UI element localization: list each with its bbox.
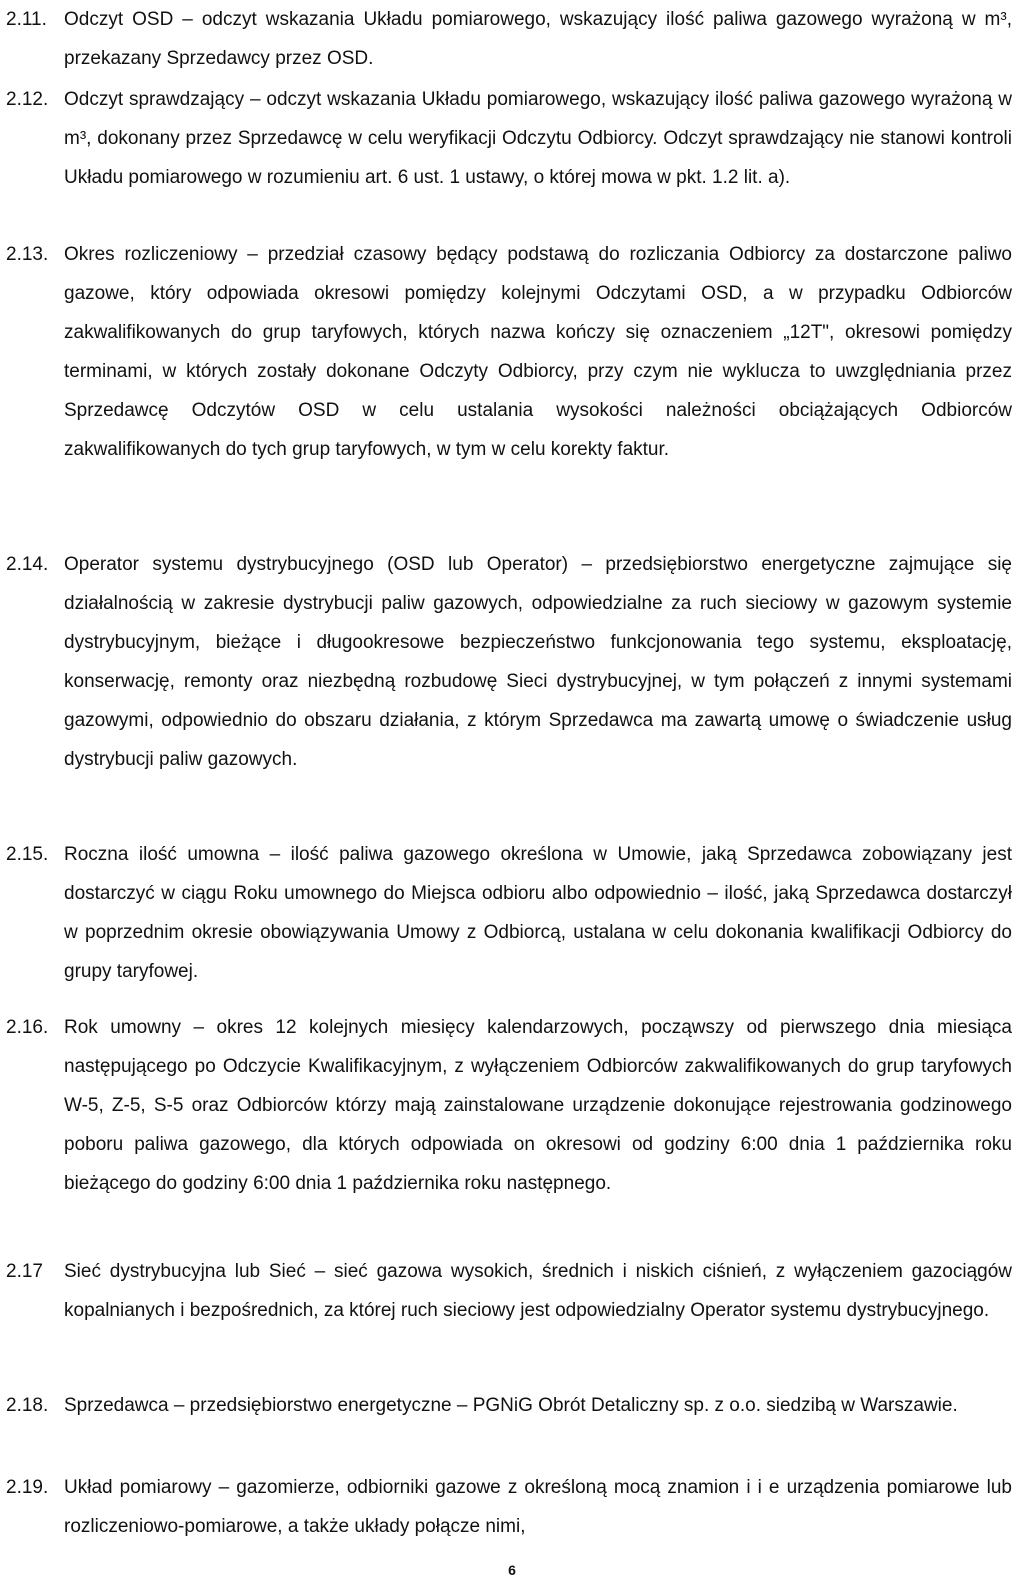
item-text: Roczna ilość umowna – ilość paliwa gazowego określona w Umowie, jaką Sprzedawca zobowiązany jest dostarczyć w ciągu Roku umownego do Miejsca odbioru albo odpowiednio – ilość, jaką Sprzedawca dostarczył w poprzednim okresie obowiązywania Umowy z Odbiorcą, ustalana w celu dokonania kwalifikacji Odbiorcy do grupy taryfowej.: [64, 844, 1012, 982]
item-number: 2.15.: [6, 844, 49, 865]
item-number: 2.13.: [6, 244, 49, 265]
item-text: Odczyt OSD – odczyt wskazania Układu pomiarowego, wskazujący ilość paliwa gazowego wyrażoną w m³, przekazany Sprzedawcy przez OSD.: [64, 9, 1012, 69]
item-number: 2.17: [6, 1261, 43, 1282]
item-number: 2.14.: [6, 554, 49, 575]
item-text: Rok umowny – okres 12 kolejnych miesięcy kalendarzowych, począwszy od pierwszego dnia miesiąca następującego po Odczycie Kwalifikacyjnym, z wyłączeniem Odbiorców zakwalifikowanych do grup taryfowych W-5, Z-5, S-5 oraz Odbiorców którzy mają zainstalowane urządzenie dokonujące rejestrowania godzinowego poboru paliwa gazowego, dla których odpowiada on okresowi od godziny 6:00 dnia 1 października roku bieżącego do godziny 6:00 dnia 1 października roku następnego.: [64, 1017, 1012, 1194]
item-number: 2.11.: [6, 9, 47, 30]
item-number: 2.19.: [6, 1477, 49, 1498]
item-text: Sprzedawca – przedsiębiorstwo energetyczne – PGNiG Obrót Detaliczny sp. z o.o. siedzibą w Warszawie.: [64, 1395, 958, 1416]
item-number: 2.18.: [6, 1395, 49, 1416]
item-number: 2.16.: [6, 1017, 49, 1038]
item-text: Operator systemu dystrybucyjnego (OSD lub Operator) – przedsiębiorstwo energetyczne zajmujące się działalnością w zakresie dystrybucji paliw gazowych, odpowiedzialne za ruch sieciowy w gazowym systemie dystrybucyjnym, bieżące i długookresowe bezpieczeństwo funkcjonowania tego systemu, eksploatację, konserwację, remonty oraz niezbędną rozbudowę Sieci dystrybucyjnej, w tym połączeń z innymi systemami gazowymi, odpowiednio do obszaru działania, z którym Sprzedawca ma zawartą umowę o świadczenie usług dystrybucji paliw gazowych.: [64, 554, 1012, 770]
item-text: Okres rozliczeniowy – przedział czasowy będący podstawą do rozliczania Odbiorcy za dostarczone paliwo gazowe, który odpowiada okresowi pomiędzy kolejnymi Odczytami OSD, a w przypadku Odbiorców zakwalifikowanych do grup taryfowych, których nazwa kończy się oznaczeniem „12T", okresowi pomiędzy terminami, w których zostały dokonane Odczyty Odbiorcy, przy czym nie wyklucza to uwzględniania przez Sprzedawcę Odczytów OSD w celu ustalania wysokości należności obciążających Odbiorców zakwalifikowanych do tych grup taryfowych, w tym w celu korekty faktur.: [64, 244, 1012, 460]
item-text: Sieć dystrybucyjna lub Sieć – sieć gazowa wysokich, średnich i niskich ciśnień, z wyłączeniem gazociągów kopalnianych i bezpośrednich, za której ruch sieciowy jest odpowiedzialny Operator systemu dystrybucyjnego.: [64, 1261, 1012, 1321]
item-text: Układ pomiarowy – gazomierze, odbiorniki gazowe z określoną mocą znamion i i e urządzenia pomiarowe lub rozliczeniowo-pomiarowe, a także układy połącze nimi,: [64, 1477, 1012, 1537]
item-number: 2.12.: [6, 89, 49, 110]
item-text: Odczyt sprawdzający – odczyt wskazania Układu pomiarowego, wskazujący ilość paliwa gazowego wyrażoną w m³, dokonany przez Sprzedawcę w celu weryfikacji Odczytu Odbiorcy. Odczyt sprawdzający nie stanowi kontroli Układu pomiarowego w rozumieniu art. 6 ust. 1 ustawy, o której mowa w pkt. 1.2 lit. a).: [64, 89, 1012, 188]
page-number: 6: [508, 1562, 516, 1578]
